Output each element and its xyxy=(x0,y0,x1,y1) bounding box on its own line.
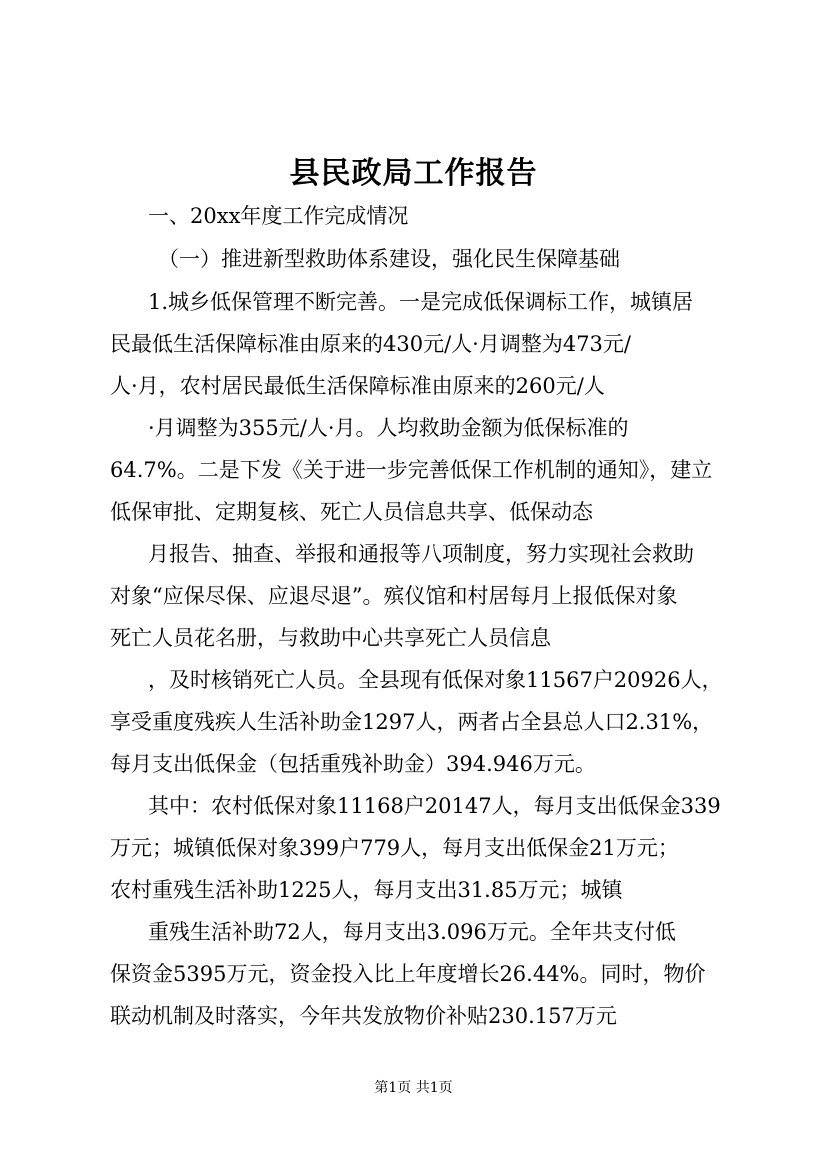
paragraph-line: 1.城乡低保管理不断完善。一是完成低保调标工作，城镇居 xyxy=(148,290,694,314)
subsection-heading: （一）推进新型救助体系建设，强化民生保障基础 xyxy=(158,247,620,271)
paragraph-line: 64.7%。二是下发《关于进一步完善低保工作机制的通知》，建立 xyxy=(110,458,713,482)
paragraph-line: ·月调整为355元/人·月。人均救助金额为低保标准的 xyxy=(148,416,629,440)
document-title: 县民政局工作报告 xyxy=(289,156,538,191)
paragraph-line: 民最低生活保障标准由原来的430元/人·月调整为473元/ xyxy=(110,332,631,356)
paragraph-line: 每月支出低保金（包括重残补助金）394.946万元。 xyxy=(110,752,596,776)
paragraph-line: 死亡人员花名册，与救助中心共享死亡人员信息 xyxy=(110,626,551,650)
paragraph-line: ，及时核销死亡人员。全县现有低保对象11567户20926人， xyxy=(148,668,723,692)
paragraph-line: 农村重残生活补助1225人，每月支出31.85万元；城镇 xyxy=(110,878,623,902)
paragraph-line: 重残生活补助72人，每月支出3.096万元。全年共支付低 xyxy=(148,920,676,944)
paragraph-line: 人·月，农村居民最低生活保障标准由原来的260元/人 xyxy=(110,374,605,398)
paragraph-line: 低保审批、定期复核、死亡人员信息共享、低保动态 xyxy=(110,500,593,524)
paragraph-line: 保资金5395万元，资金投入比上年度增长26.44%。同时，物价 xyxy=(110,962,706,986)
paragraph-line: 其中：农村低保对象11168户20147人，每月支出低保金339 xyxy=(148,794,721,818)
paragraph-line: 对象“应保尽保、应退尽退”。殡仪馆和村居每月上报低保对象 xyxy=(110,584,678,608)
page-footer: 第1页 共1页 xyxy=(374,1080,453,1096)
paragraph-line: 万元；城镇低保对象399户779人，每月支出低保金21万元； xyxy=(110,836,679,860)
paragraph-line: 联动机制及时落实，今年共发放物价补贴230.157万元 xyxy=(110,1004,617,1028)
paragraph-line: 月报告、抽查、举报和通报等八项制度，努力实现社会救助 xyxy=(148,542,694,566)
section-heading: 一、20xx年度工作完成情况 xyxy=(148,204,409,228)
paragraph-line: 享受重度残疾人生活补助金1297人，两者占全县总人口2.31%， xyxy=(110,710,714,734)
